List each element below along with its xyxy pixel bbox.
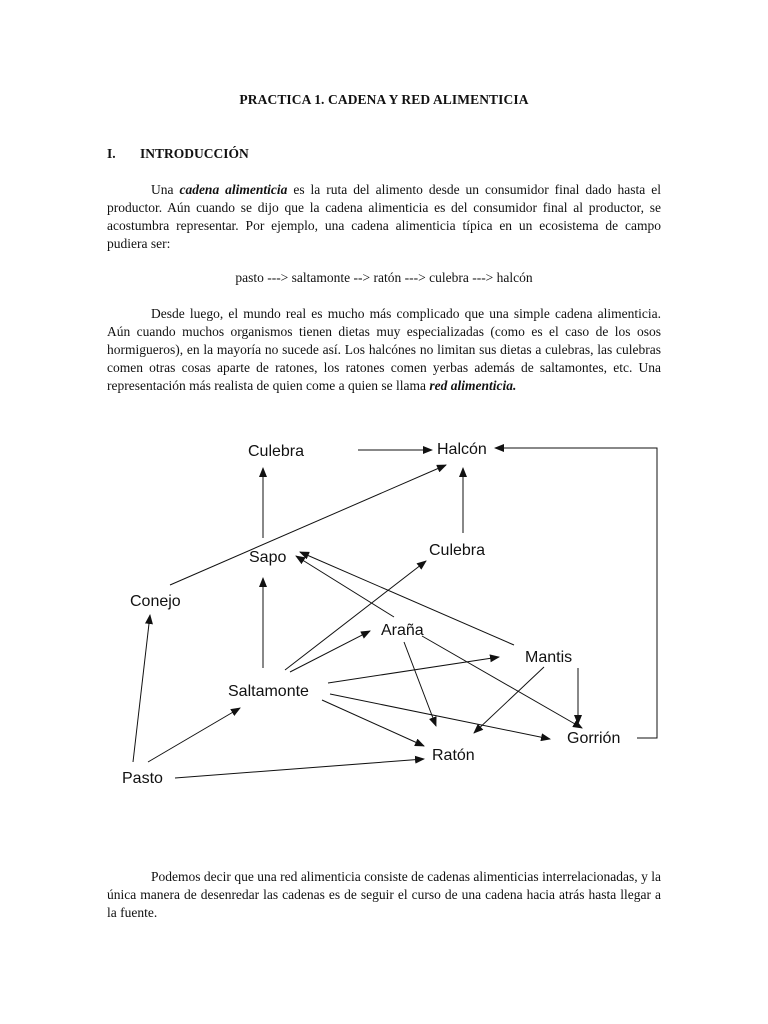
paragraph-red xyxy=(107,305,661,395)
arrow-gorrion-halcon xyxy=(495,448,657,738)
arrow-saltamonte-raton xyxy=(322,700,424,746)
node-conejo: Conejo xyxy=(130,593,181,610)
term-red-alimenticia: red alimenticia. xyxy=(429,378,517,393)
node-saltamonte: Saltamonte xyxy=(228,683,309,700)
document-title: PRACTICA 1. CADENA Y RED ALIMENTICIA xyxy=(239,92,529,107)
arrow-saltamonte-culebra xyxy=(285,561,426,670)
node-culebra-mid: Culebra xyxy=(429,542,486,559)
node-pasto: Pasto xyxy=(122,770,163,787)
node-mantis: Mantis xyxy=(525,649,573,666)
arrow-pasto-conejo xyxy=(133,615,150,762)
food-web-nodes xyxy=(122,441,620,787)
food-web-diagram xyxy=(0,420,768,820)
node-arana: Araña xyxy=(381,622,424,639)
arrow-pasto-raton xyxy=(175,759,424,778)
section-heading xyxy=(107,146,249,162)
section-title: INTRODUCCIÓN xyxy=(140,146,249,161)
paragraph-cadena xyxy=(107,181,661,253)
node-halcon: Halcón xyxy=(437,441,487,458)
food-web-arrows xyxy=(133,448,657,778)
arrow-arana-raton xyxy=(404,642,436,726)
arrow-conejo-halcon xyxy=(170,465,446,585)
node-culebra-top: Culebra xyxy=(248,443,305,460)
paragraph-text: Una xyxy=(151,182,180,197)
arrow-pasto-saltamonte xyxy=(148,708,240,762)
node-sapo: Sapo xyxy=(249,549,287,566)
node-raton: Ratón xyxy=(432,747,475,764)
arrow-saltamonte-mantis xyxy=(328,657,499,683)
section-number: I. xyxy=(107,146,116,161)
paragraph-text: es la ruta del alimento desde un consumidor final dado hasta el productor. Aún cuando se dijo que la cadena alimenticia es del consumidor final al productor, se acostumbra representar. Por ejemplo, una cadena alimenticia típica en un ecosistema de campo pudiera ser: xyxy=(107,182,661,251)
arrow-saltamonte-arana xyxy=(290,631,370,672)
node-gorrion: Gorrión xyxy=(567,730,621,747)
food-chain-example: pasto ---> saltamonte --> ratón ---> culebra ---> halcón xyxy=(235,270,533,285)
arrow-saltamonte-gorrion xyxy=(330,694,550,739)
paragraph-text: Desde luego, el mundo real es mucho más complicado que una simple cadena alimenticia. Aún cuando muchos organismos tienen dietas muy especializadas (como es el caso de los osos hormigueros), en la mayoría no sucede así. Los halcónes no limitan sus dietas a culebras, las culebras comen otras cosas aparte de ratones, los ratones comen yerbas además de saltamontes, etc. Una representación más realista de quien come a quien se llama xyxy=(107,306,661,393)
paragraph-conclusion: Podemos decir que una red alimenticia consiste de cadenas alimenticias interrelacionadas, y la única manera de desenredar las cadenas es de seguir el curso de una cadena hacia atrás hasta llegar a la fuente. xyxy=(107,869,661,920)
term-cadena-alimenticia: cadena alimenticia xyxy=(179,182,288,197)
